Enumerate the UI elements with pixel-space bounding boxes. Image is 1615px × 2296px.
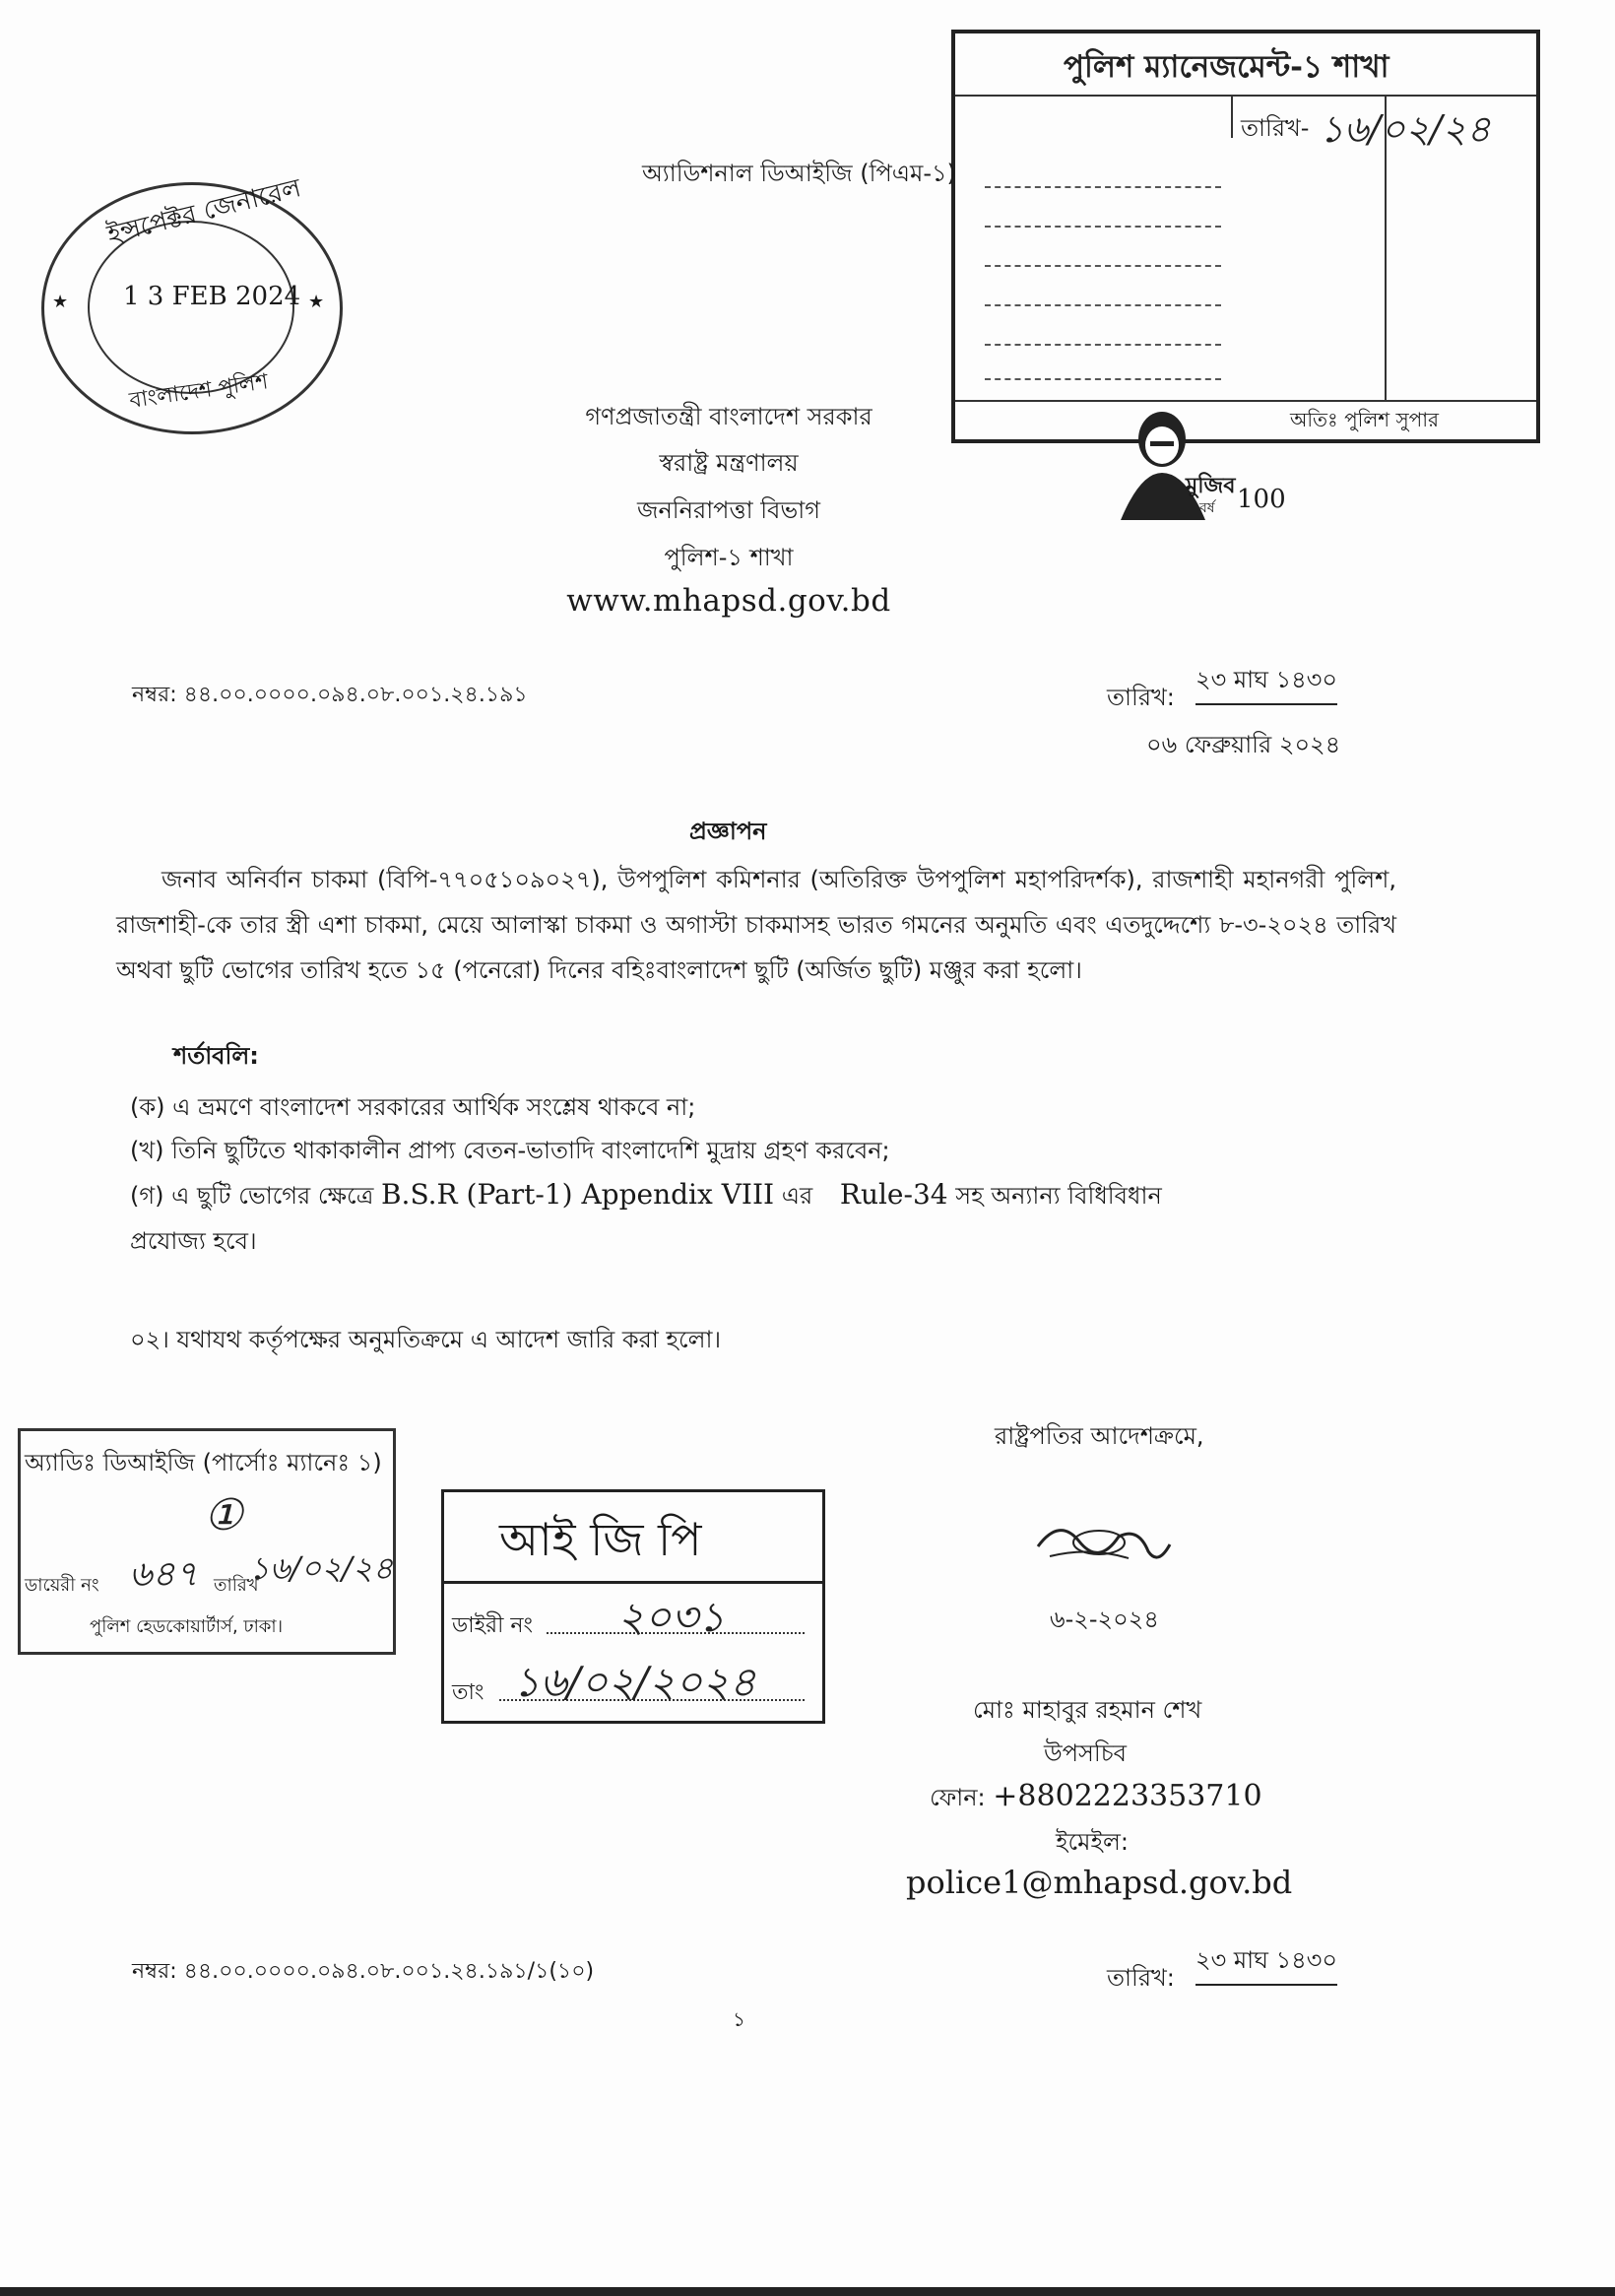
condition-ga-er: এর	[781, 1182, 813, 1210]
star-icon: ★	[52, 292, 69, 312]
notice-title: প্রজ্ঞাপন	[689, 818, 767, 845]
signatory-name: মোঃ মাহাবুর রহমান শেখ	[973, 1696, 1202, 1724]
stamp-left-bottom: পুলিশ হেডকোয়ার্টার্স, ঢাকা।	[90, 1616, 284, 1637]
igp-diary-label: ডাইরী নং	[452, 1613, 534, 1638]
igp-date-value: ১৬/০২/২০২৪	[513, 1658, 756, 1706]
condition-ga-bsr: B.S.R (Part-1) Appendix VIII	[380, 1178, 775, 1211]
date-english: ০৬ ফেব্রুয়ারি ২০২৪	[1146, 731, 1341, 758]
header-website: www.mhapsd.gov.bd	[566, 583, 891, 619]
igp-diary-value: ২০৩১	[617, 1593, 726, 1641]
condition-ga-line-2: প্রযোজ্য হবে।	[130, 1227, 257, 1255]
signatory-designation: উপসচিব	[1044, 1739, 1128, 1767]
by-order-of-president: রাষ্ট্রপতির আদেশক্রমে,	[995, 1422, 1204, 1450]
scan-edge	[0, 2287, 1615, 2296]
stamp-bottom-label: অতিঃ পুলিশ সুপার	[1290, 408, 1440, 431]
addl-dig-diary-stamp	[18, 1428, 396, 1655]
stamp-left-date-value: ১৬/০২/২৪	[249, 1549, 394, 1587]
stamp-title: পুলিশ ম্যানেজমেন্ট-১ শাখা	[1064, 49, 1389, 85]
stamp-left-diary-value: ৬৪৭	[129, 1554, 199, 1595]
stamp-left-date-label: তারিখ	[214, 1575, 259, 1596]
forward-date-bangla: ২৩ মাঘ ১৪৩০	[1195, 1942, 1337, 1986]
inspector-general-round-seal	[41, 173, 343, 434]
igp-title: আই জি পি	[499, 1513, 702, 1566]
logo-number: 100	[1237, 485, 1286, 514]
email-address: police1@mhapsd.gov.bd	[906, 1864, 1293, 1901]
condition-ga-line-1	[130, 1178, 1162, 1217]
header-line-1: গণপ্রজাতন্ত্রী বাংলাদেশ সরকার	[585, 403, 872, 430]
igp-diary-stamp	[441, 1489, 825, 1724]
logo-text: মুজিব	[1186, 474, 1236, 498]
stamp-date-value: ১৬/০২/২৪	[1320, 107, 1491, 151]
stamp-left-diary-label: ডায়েরী নং	[25, 1575, 99, 1596]
forward-memo-number: নম্বর: ৪৪.০০.০০০০.০৯৪.০৮.০০১.২৪.১৯১/১(১০)	[132, 1959, 595, 1984]
condition-ka: (ক) এ ভ্রমণে বাংলাদেশ সরকারের আর্থিক সংশ্লেষ থাকবে না;	[130, 1093, 696, 1121]
forward-date-label: তারিখ:	[1107, 1964, 1175, 1992]
seal-date: 1 3 FEB 2024	[123, 282, 301, 311]
email-label: ইমেইল:	[1056, 1828, 1129, 1856]
igp-date-label: তাং	[452, 1680, 484, 1705]
date-label: তারিখ:	[1107, 684, 1175, 711]
conditions-title: শর্তাবলি:	[173, 1042, 259, 1070]
seal-bottom-text: বাংলাদেশ পুলিশ	[127, 369, 270, 414]
stamp-left-mark: ①	[204, 1490, 243, 1541]
star-icon: ★	[308, 292, 325, 312]
phone-label: ফোন:	[930, 1784, 986, 1811]
addressee: অ্যাডিশনাল ডিআইজি (পিএম-১)	[642, 160, 956, 187]
phone-line	[930, 1779, 1262, 1819]
logo-sub: বর্ষ	[1199, 500, 1215, 516]
header-line-2: স্বরাষ্ট্র মন্ত্রণালয়	[659, 449, 799, 477]
stamp-left-title: অ্যাডিঃ ডিআইজি (পার্সোঃ ম্যানেঃ ১)	[25, 1449, 382, 1476]
signature-date: ৬-২-২০২৪	[1050, 1606, 1159, 1633]
memo-number: নম্বর: ৪৪.০০.০০০০.০৯৪.০৮.০০১.২৪.১৯১	[132, 683, 528, 707]
paragraph-2: ০২। যথাযথ কর্তৃপক্ষের অনুমতিক্রমে এ আদেশ জারি করা হলো।	[130, 1326, 722, 1353]
condition-ga-other: সহ অন্যান্য বিধিবিধান	[955, 1182, 1162, 1210]
signature-image	[1030, 1507, 1178, 1576]
condition-kha: (খ) তিনি ছুটিতে থাকাকালীন প্রাপ্য বেতন-ভাতাদি বাংলাদেশি মুদ্রায় গ্রহণ করবেন;	[130, 1137, 890, 1164]
page-number: ১	[733, 2007, 745, 2031]
notice-paragraph: জনাব অনির্বান চাকমা (বিপি-৭৭০৫১০৯০২৭), উপপুলিশ কমিশনার (অতিরিক্ত উপপুলিশ মহাপরিদর্শক), রাজশাহী মহানগরী পুলিশ, রাজশাহী-কে তার স্ত্রী এশা চাকমা, মেয়ে আলাস্কা চাকমা ও অগাস্টা চাকমাসহ ভারত গমনের অনুমতি এবং এতদুদ্দেশ্যে ৮-৩-২০২৪ তারিখ অথবা ছুটি ভোগের তারিখ হতে ১৫ (পনেরো) দিনের বহিঃবাংলাদেশ ছুটি (অর্জিত ছুটি) মঞ্জুর করা হলো।	[116, 866, 1396, 984]
phone-number: +8802223353710	[993, 1779, 1262, 1813]
condition-ga-rule: Rule-34	[839, 1178, 948, 1211]
seal-top-text: ইন্সপেক্টর জেনারেল	[104, 173, 304, 250]
date-bangla: ২৩ মাঘ ১৪৩০	[1195, 662, 1337, 705]
receipt-stamp-police-management	[951, 30, 1540, 443]
header-line-4: পুলিশ-১ শাখা	[664, 544, 794, 571]
header-line-3: জননিরাপত্তা বিভাগ	[637, 496, 820, 524]
mujib-100-logo	[1111, 404, 1286, 522]
condition-ga-text: (গ) এ ছুটি ভোগের ক্ষেত্রে	[130, 1182, 374, 1210]
stamp-date-label: তারিখ-	[1241, 114, 1310, 142]
